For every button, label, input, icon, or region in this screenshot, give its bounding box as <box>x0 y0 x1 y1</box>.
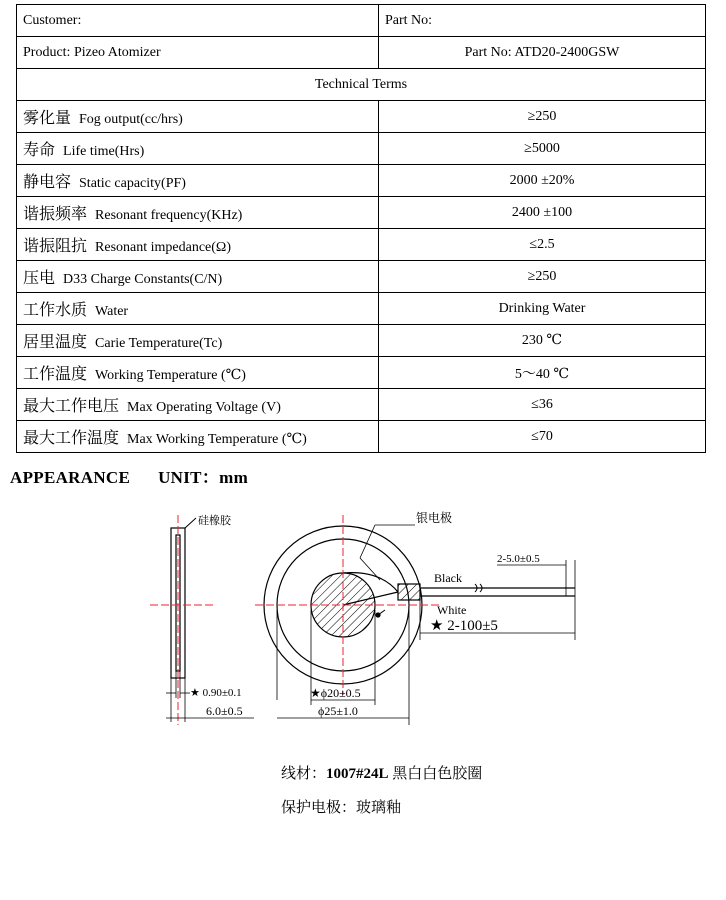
table-row <box>17 101 706 133</box>
table-row <box>17 357 706 389</box>
black-wire-label: Black <box>434 571 462 585</box>
table-row <box>17 133 706 165</box>
spec-label-zh: 工作温度 <box>23 366 88 383</box>
spec-value-cell: ≤36 <box>379 389 706 421</box>
table-row <box>17 5 706 37</box>
electrode-note: 保护电极：玻璃釉 <box>281 800 402 816</box>
unit-label: UNIT：mm <box>158 468 249 487</box>
spec-label-zh: 谐振阻抗 <box>23 238 88 255</box>
spec-label-cell <box>17 197 379 229</box>
customer-cell: Customer: <box>17 5 379 37</box>
spec-value-cell: ≥5000 <box>379 133 706 165</box>
dim-thickness: ★ 0.90±0.1 <box>190 687 242 699</box>
spec-label-cell <box>17 165 379 197</box>
part-no-value-cell: Part No: ATD20-2400GSW <box>379 37 706 69</box>
white-wire-label: White <box>437 603 467 617</box>
dim-strip: 2-5.0±0.5 <box>497 553 540 565</box>
spec-label-zh: 雾化量 <box>23 110 72 127</box>
spec-label-en: Life time(Hrs) <box>63 144 145 159</box>
spec-label-en: Static capacity(PF) <box>79 176 186 191</box>
table-row <box>17 69 706 101</box>
spec-label-zh: 最大工作温度 <box>23 430 120 447</box>
table-row <box>17 229 706 261</box>
table-row <box>17 325 706 357</box>
spec-label-zh: 寿命 <box>23 142 56 159</box>
spec-label-cell <box>17 133 379 165</box>
table-row <box>17 421 706 453</box>
spec-label-cell <box>17 229 379 261</box>
spec-label-zh: 工作水质 <box>23 302 88 319</box>
spec-value-cell: 230 ℃ <box>379 325 706 357</box>
spec-label-en: Water <box>95 304 129 319</box>
spec-table <box>16 4 706 453</box>
spec-label-cell <box>17 261 379 293</box>
technical-terms-heading: Technical Terms <box>17 69 706 101</box>
product-cell: Product: Pizeo Atomizer <box>17 37 379 69</box>
spec-label-zh: 居里温度 <box>23 334 88 351</box>
silver-electrode-label: 银电极 <box>416 511 453 525</box>
spec-label-cell <box>17 357 379 389</box>
spec-label-cell <box>17 389 379 421</box>
front-view <box>255 515 575 725</box>
spec-label-en: Working Temperature (℃) <box>95 368 246 383</box>
table-row <box>17 261 706 293</box>
wire-spec: 1007#24L <box>326 766 389 782</box>
appearance-drawing <box>0 500 726 740</box>
spec-label-zh: 谐振频率 <box>23 206 88 223</box>
appearance-title: APPEARANCE <box>10 468 131 487</box>
spec-label-zh: 最大工作电压 <box>23 398 120 415</box>
dim-inner: ★ϕ20±0.5 <box>310 686 361 700</box>
rubber-label: 硅橡胶 <box>198 514 231 527</box>
spec-label-en: Resonant frequency(KHz) <box>95 208 243 223</box>
spec-rows <box>17 101 706 453</box>
spec-label-zh: 静电容 <box>23 174 72 191</box>
wire-prefix: 线材： <box>281 766 327 782</box>
appearance-heading <box>10 463 248 488</box>
spec-value-cell: 2000 ±20% <box>379 165 706 197</box>
dim-outer: ϕ25±1.0 <box>318 704 358 718</box>
spec-value-cell: 2400 ±100 <box>379 197 706 229</box>
spec-label-en: Resonant impedance(Ω) <box>95 240 231 255</box>
wire-suffix: 黑白白色胶圈 <box>388 766 483 782</box>
table-row <box>17 197 706 229</box>
spec-value-cell: ≤2.5 <box>379 229 706 261</box>
spec-value-cell: ≤70 <box>379 421 706 453</box>
spec-label-en: Carie Temperature(Tc) <box>95 336 223 351</box>
table-row <box>17 293 706 325</box>
wire-note <box>281 762 482 783</box>
table-row <box>17 37 706 69</box>
spec-label-cell <box>17 101 379 133</box>
spec-label-en: Max Operating Voltage (V) <box>127 400 281 415</box>
spec-value-cell: 5～40 ℃ <box>379 357 706 389</box>
table-row <box>17 165 706 197</box>
table-row <box>17 389 706 421</box>
spec-value-cell: ≥250 <box>379 261 706 293</box>
spec-label-cell <box>17 293 379 325</box>
dim-wire-length: ★ 2-100±5 <box>430 618 498 634</box>
spec-label-en: Max Working Temperature (℃) <box>127 432 307 447</box>
part-no-cell: Part No: <box>379 5 706 37</box>
spec-label-en: D33 Charge Constants(C/N) <box>63 272 223 287</box>
spec-label-zh: 压电 <box>23 270 56 287</box>
spec-value-cell: ≥250 <box>379 101 706 133</box>
spec-value-cell: Drinking Water <box>379 293 706 325</box>
spec-label-cell <box>17 421 379 453</box>
dim-side-width: 6.0±0.5 <box>206 704 243 718</box>
spec-label-en: Fog output(cc/hrs) <box>79 112 183 127</box>
spec-label-cell <box>17 325 379 357</box>
